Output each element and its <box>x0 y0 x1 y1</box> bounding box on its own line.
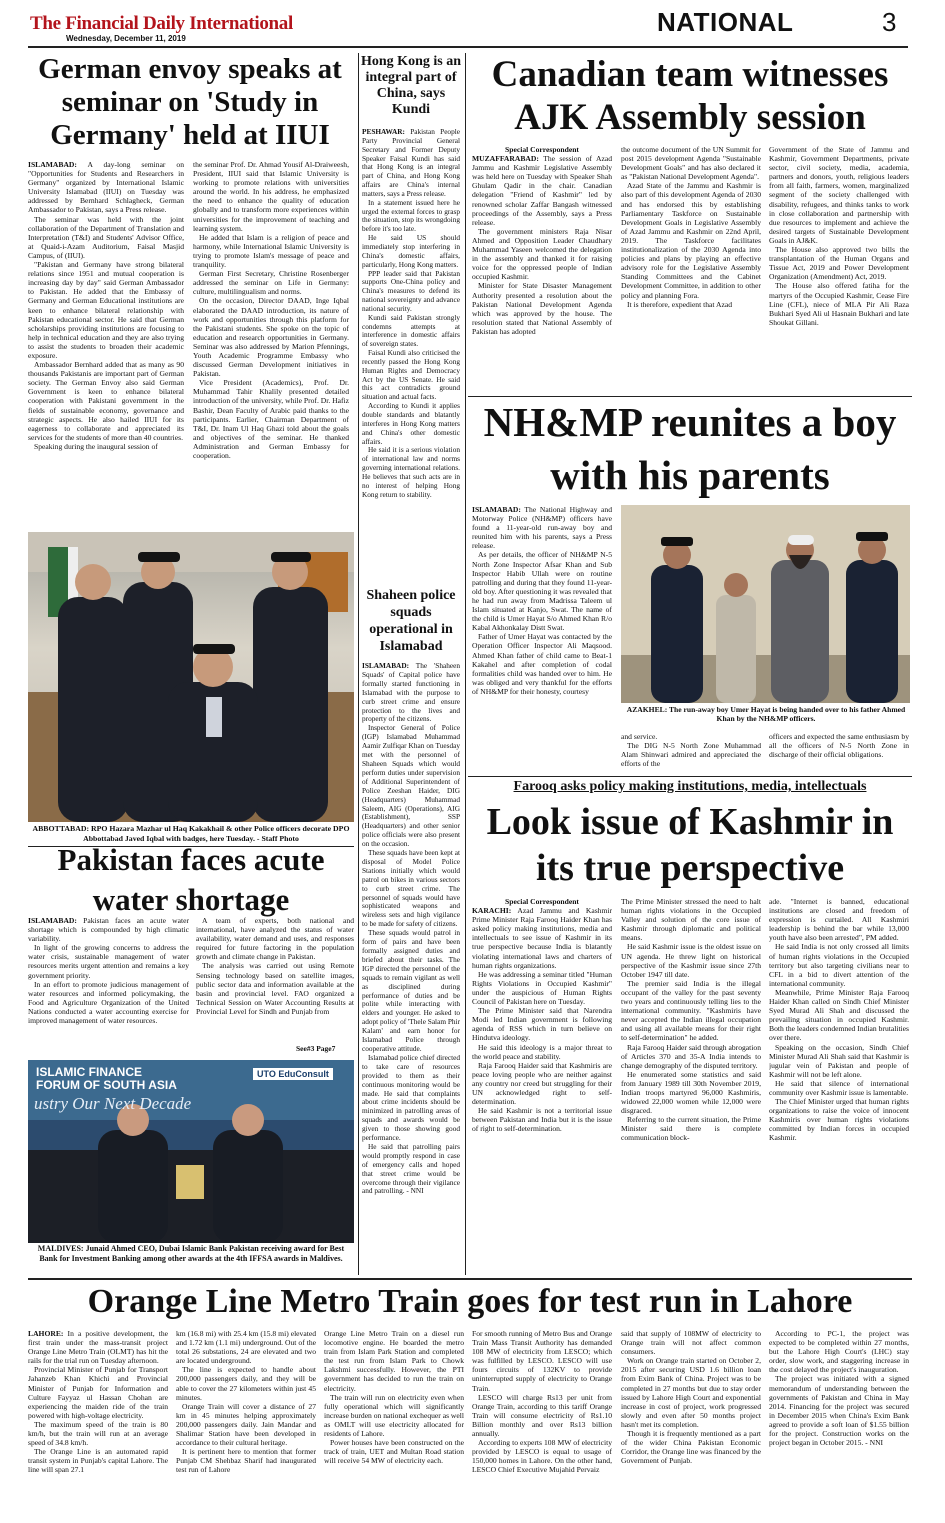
german-article-col2: the seminar Prof. Dr. Ahmad Yousif Al-Draiweesh, President, IIUI said that Islamic University is working to promote relations with universities around the world. In his address, he emphasized the need to enhance the quality of education globally and to transform more experiences within universities for the improvement of teaching and learning system. He added that Islam is a religion of peace and harmony, while International Islamic University is trying to promote Islam's message of peace and tranquility. German First Secretary, Christine Rosenberger addressed the seminar on Life in Germany: culture, multilingualism and norms. On the occasion, Director DAAD, Inge Iqbal elaborated the DAAD introduction, its nature of work and opportunities through this platform for the Pakistani students. She spoke on the topic of education and research opportunities in Germany. Seminar was also addressed by Marion Pfennings, Youth Academic Programme Embassy who discussed German Development initiatives in Pakistan. Vice President (Academics), Prof. Dr. Muhammad Tahir Khalily presented detailed introduction of the university, while Prof. Dr. Hafiz Bashir, Dean Faculty of Arabic paid thanks to the participants. Earlier, Chairman Department of T&I, Dr. Inam Ul Haq Ghazi told about the goals and objectives of the seminar. He thanked Administration and German Embassy for cooperation. <box>193 160 349 460</box>
headline-hong-kong: Hong Kong is an integral part of China, says Kundi <box>361 54 461 117</box>
maldives-banner-sub: ustry Our Next Decade <box>34 1094 192 1113</box>
kashmir-article-col2: The Prime Minister stressed the need to halt human rights violations in the Occupied Valley and solution of the core issue of Kashmir through diplomatic and political means. He said Kashmir issue is the oldest issue on UN agenda. He threw light on historical perspective of the Kashmir issue since 27th October 1947 till date. The premier said India is the illegal occupant of the valley for the past seventy two years and continuously telling lies to the international community. "Kashmiris have never accepted the Indian illegal occupation and using all available means for their right to self-determination" he added. Raja Farooq Haider said through abrogation of Articles 370 and 35-A India intends to change demography of the disputed territory. He enumerated some statistics and said from January 1989 till 30th November 2019, Indian troops martyred 96,000 Kashmiris, widowed 22,000 women while 12,000 were disgraced. Referring to the current situation, the Prime Minister said there is complete communication block- <box>621 897 761 1143</box>
abbottabad-caption: ABBOTTABAD: RPO Hazara Mazhar ul Haq Kakakhail & other Police officers decorate DPO Abbottabad Javed Iqbal with badges, here Tuesday. - Staff Photo <box>32 824 350 843</box>
maldives-award-photo <box>28 1060 354 1243</box>
masthead <box>0 0 945 48</box>
canadian-dateline: MUZAFFARABAD: <box>472 154 539 164</box>
headline-water-shortage: Pakistan faces acute water shortage <box>57 842 325 917</box>
nhmp-article-col1: ISLAMABAD: The National Highway and Motorway Police (NH&MP) officers have found a 11-year-old run-away boy and reunited him with his parents, says a Press release. As per details, the officer of NH&MP N-5 North Zone Inspector Afsar Khan and Sub Inspector Habib Ullah were on routine patrolling and during that they found 11-year-old boy. After questioning it was revealed that he had run away from Madrissa Taleem ul Islam situated at Kanjo, Swat. The name of the child is Umer Hayat S/o Ahmed Khan R/o Kabal Akhonkalay Distt Swat. Father of Umer Hayat was contacted by the Operation Officer Inspector Ali Maqsood. Ahmed Khan father of child came to Beat-1 Kakahel and after completion of codal formalities child was handed over to him. He was obliged and very thankful for the efforts of NH&MP for their honesty, courtesy <box>472 505 612 696</box>
kashmir-article-col1: Special Correspondent KARACHI: Azad Jammu and Kashmir Prime Minister Raja Farooq Haider Khan has asked policy making institutions, media and intellectuals to see issue of Kashmir in its true perspective because India is blatantly violating international laws and charters of human rights organizations. He was addressing a seminar titled "Human Rights Violations in Occupied Kashmir" under the auspicious of Human Rights Council of Pakistan here on Tuesday. The Prime Minister said that Narendra Modi led Indian government is following agenda of RSS which in turn believe on Hindutva ideology. He said this ideology is a major threat to the world peace and stability. Raja Farooq Haider said that Kashmiris are peace loving people who are neither against any country nor creed but struggling for their UN acknowledged right to self-determination. He said Kashmir is not a territorial issue between Pakistan and India but it is the issue of right to self-determination. <box>472 897 612 1134</box>
orange-article-col6: According to PC-1, the project was expected to be completed within 27 months, but the Lahore High Court's (LHC) stay order, slow work, and staggering increase in the cost delayed the project's inauguration. The project was initiated with a signed memorandum of understanding between the governments of Pakistan and China in May 2014. Financing for the project was secured in December 2015 when China's Exim Bank agreed to provide a soft loan of $1.55 billion for the project. Construction works on the project began in October 2015. - NNI <box>769 1329 909 1448</box>
german-article-col1: ISLAMABAD: A day-long seminar on "Opportunities for Students and Researchers in Germany" organized by International Islamic University Islamabad (IIUI) on Tuesday was addressed by Bernhard Schlagheck, German Ambassador to Pakistan, says a Press release. The seminar was held with the joint collaboration of the Department of Translation and Interpretation (T&I) and Students' Advisor Office, at Quaid-i-Azam Auditorium, Faisal Masjid Campus, of (IIUI). "Pakistan and Germany have strong bilateral relations since 1951 and mutual cooperation is increasing day by day" said German Ambassador to Pakistan. He added that the Embassy of Germany and German Educational institutions are keen to enhance bilateral relationship with Pakistan educational sector. He said that German scholarships providing institutions are focusing to help in technical education and they are also trying to assist the students to broaden their academic exposure. Ambassador Bernhard added that as many as 90 thousands Pakistanis are important part of German society. The German Envoy also said German Government is keen to enhance bilateral cooperation with Pakistani government in the fields of sustainable economy, governance and strategic aspects. He also hailed IIUI for its eagerness to collaborate and appreciated its services for the students of more than 40 countries. Speaking during the inaugural session of <box>28 160 184 451</box>
hongkong-article: PESHAWAR: Pakistan People Party Provincial General Secretary and Former Deputy Speaker Faisal Kundi has said that Hong Kong is an integral part of China, and Hong Kong affairs are China's internal matters, says a Press release. In a statement issued here he urged the external forces to grasp the situation, stop its wrongdoing before it's too late. He said US should immediately stop interfering in China's domestic affairs, particularly, Hong Kong matters. PPP leader said that Pakistan supports One-China policy and China's measures to defend its national sovereignty and advance national security. Kundi said Pakistan strongly condemns attempts at interference in domestic affairs of sovereign states. Faisal Kundi also criticised the recently passed the Hong Kong Human Rights and Democracy Act by the US Senate. He said this act contradicts ground situation and actual facts. According to Kundi it applies double standards and blatantly interferes in Hong Kong matters and China's other domestic affairs. He said it is a serious violation of international law and norms governing international relations. He believes that such acts are in no interest of helping Hong Kong return to stability. <box>362 128 460 499</box>
orange-dateline: LAHORE: <box>28 1329 64 1338</box>
maldives-banner-brand: UTO EduConsult <box>253 1068 333 1080</box>
masthead-rule <box>28 46 908 48</box>
headline-german-envoy: German envoy speaks at seminar on 'Study in Germany' held at IIUI <box>38 53 342 151</box>
water-continued-link[interactable]: See#3 Page7 <box>296 1044 336 1053</box>
maldives-caption: MALDIVES: Junaid Ahmed CEO, Dubai Islamic Bank Pakistan receiving award for Best Bank for Investment Banking among other awards at the 4th IFFSA awards in Maldives. <box>37 1244 345 1263</box>
canadian-article-col1: Special Correspondent MUZAFFARABAD: The session of Azad Jammu and Kashmir Legislative Assembly was held here on Tuesday with Speaker Shah Ghulam Qadir in the chair. Canadian delegation "Friend of Kashmir" led by renowned scholar Zaffar Bangash witnessed proceedings of the Assembly, says a Press release. The government ministers Raja Nisar Ahmed and Opposition Leader Chaudhary Muhammad Yaseen welcomed the delegation in the assembly and thanked it for raising voice for the oppressed people of Indian occupied Kashmir. Minister for State Disaster Management Authority presented a resolution about the Pakistan National Development Agenda which was approved by the house. The resolution stated that National Assembly of Pakistan has adopted <box>472 145 612 336</box>
paper-name: The Financial Daily International <box>30 13 293 34</box>
headline-orange-line: Orange Line Metro Train goes for test run in Lahore <box>87 1283 853 1320</box>
nhmp-photo-art <box>621 505 910 703</box>
orange-article-col2: km (16.8 mi) with 25.4 km (15.8 mi) elevated and 1.72 km (1.1 mi) underground. Out of the total 26 substations, 24 are elevated and two are located underground. The line is expected to handle about 200,000 passengers daily, and they will be able to cover the 27 kilometers within just 45 minutes. Orange Train will cover a distance of 27 km in 45 minutes helping approximately 200,000 passengers daily. Jain Mandar and Shalimar Station have been developed in accordance to their cultural heritage. It is pertinent here to mention that former Punjab CM Shehbaz Sharif had inaugurated test run of Lahore <box>176 1329 316 1475</box>
headline-nhmp-reunites: NH&MP reunites a boy with his parents <box>483 399 897 498</box>
rule-left-col <box>358 53 359 1275</box>
orange-article-col4: For smooth running of Metro Bus and Orange Train Mass Transit Authority has demanded 108 MW of electricity from LESCO; which was fulfilled by LESCO. LESCO will use fours circuits of 132KV to provide uninterrupted supply of electricity to Orange Train. LESCO will charge Rs13 per unit from Orange Train, according to this tariff Orange Train will consume electricity of Rs1.10 Billion monthly and over Rs13 billion annually. According to experts 108 MW of electricity provided by LESCO is equal to usage of 150,000 homes in Lahore. On the other hand, LESCO Chief Executive Mujahid Pervaiz <box>472 1329 612 1475</box>
rule-mid-col <box>465 53 466 1275</box>
orange-article-col5: said that supply of 108MW of electricity to Orange train will not affect common consumers. Work on Orange train started on October 2, 2015 after securing USD 1.6 billion loan from Exim Bank of China. Project was to be completed in 27 months but due to stay order issued by Lahore High Court and exponential increase in cost of project, work progressed slowly and even after 50 months project hasn't met its completion. Though it is frequently mentioned as a part of the wider China Pakistan Economic Corridor, the Orange line was financed by the Government of Punjab. <box>621 1329 761 1466</box>
german-dateline: ISLAMABAD: <box>28 160 77 169</box>
nhmp-article-col3: officers and expected the same enthusiasm by all the officers of N-5 North Zone in discharge of their official obligations. <box>769 732 909 760</box>
headline-shaheen-squads: Shaheen police squads operational in Islamabad <box>366 588 456 654</box>
kashmir-dateline: KARACHI: <box>472 906 512 916</box>
water-article-col2: A team of experts, both national and international, have analyzed the status of water availability, water demand and uses, and responses required for future factoring in the population growth and climate change in Pakistan. The analysis was carried out using Remote Sensing technology based on satellite images, public sector data and information available at the basin and provincial level. FAO organized a Technical Session on Water Accounting Results at Provincial Level for Sindh and Punjab from <box>196 916 354 1016</box>
orange-article-col3: Orange Line Metro Train on a diesel run locomotive engine. He boarded the metro train from Islam Park Station and completed the test run from Islam Park to Chowk Lakshmi successfully. However, the PTI government has decided to run the train on electricity. The train will run on electricity even when fully operational which will significantly increase burden on national exchequer as well as OMLT will use electricity allocated for residents of Lahore. Power houses have been constructed on the track of train, UET and Multan Road station will receive 54 MW of electricity each. <box>324 1329 464 1466</box>
canadian-article-col3: Government of the State of Jammu and Kashmir, Government Departments, private sector, civil society, media, academia, partners and donors, youth, religious leaders from all faith, farmers, women, marginalized segment of the society challenged with disability, refugees, and thinks tanks to work in close collaboration and partnership with due resources to implement and achieve the desired targets of Sustainable Development Goals in AJ&K. The House also approved two bills the transplantation of the Human Organs and Tissue Act, 2019 and Power Development Organization (Amendment) Act, 2019. The House also offered fatiha for the martyrs of the Occupied Kashmir, Cease Fire Line (CFL), niece of MLA Pir Ali Raza Bukhari Syed Ali ul Hasnain Bukhari and late Shoukat Gillani. <box>769 145 909 327</box>
shaheen-article: ISLAMABAD: The 'Shaheen Squads' of Capital police have formally started functioning in Islamabad with the purpose to curb street crime and ensure protection to the lives and property of the citizens. Inspector General of Police (IGP) Islamabad Muhammad Aamir Zulfiqar Khan on Tuesday met with the personnel of Shaheen Squads which would perform duties under supervision of Additional Superintendent of Police Zeeshan Haider, DIG (Headquarters) Muhammad Saleem, AIG (Operations), AIG (Establishment), SSP (Headquarters) and other senior police officials were also present on the occasion. These squads have been kept at disposal of Model Police Stations initially which would patrol on bikes in various sectors to curb street crime. The personnel of squads would have sophisticated weapons and wireless sets and high vigilance to be made for safety of citizens. These squads would patrol in form of pairs and have been formally assigned duties and briefed about their tasks. The IGP directed the personnel of the squads to remain vigilant as well as disciplined during performance of duties and be polite while interacting with elders and younger. He asked to adopt policy of 'Thele Salam Phir Kalam' and earn honor for Islamabad Police through cooperative attitude. Islamabad police chief directed to take care of resources provided to them as their continuous monitoring would be made. He said that complaints about crime incidents should be minimized in patrolling areas of squads and awards would be given to those showing good performance. He said that patrolling pairs would promptly respond in case of emergency calls and hoped that street crime would be overcome through their vigilance and patrolling. - NNI <box>362 662 460 1196</box>
water-article-col1: ISLAMABAD: Pakistan faces an acute water shortage which is compounded by high climatic variability. In light of the growing concerns to address the water crisis, sustainable management of water resources merits urgent attention and remains a key government priority. In an effort to promote judicious management of water resources and informed policymaking, the Food and Agriculture Organization of the United Nations conducted a water accounting exercise for improved management of water resources. <box>28 916 189 1026</box>
rule-nhmp-bottom <box>468 776 912 777</box>
kashmir-kicker: Farooq asks policy making institutions, media, intellectuals <box>513 779 867 794</box>
nhmp-reunion-photo <box>621 505 910 703</box>
abbottabad-police-photo <box>28 532 354 822</box>
shaheen-dateline: ISLAMABAD: <box>362 662 410 670</box>
water-dateline: ISLAMABAD: <box>28 916 77 925</box>
canadian-article-col2: the outcome document of the UN Summit for post 2015 development Agenda "Sustainable Development Goals" and has also declared it as "Pakistan National Development Agenda". Azad State of the Jammu and Kashmir is also part of this development Agenda of 2030 and has endorsed this by establishing Parliamentary Taskforce on Sustainable Development Goals in Legislative Assembly of Azad Jammu and Kashmir on 22nd April, 2019. The Taskforce facilitates institutionalization of the 2030 Agenda into policies and plans by playing an effective advisory role for the Legislative Assembly Standing Committees and the Cabinet Development Committee, in addition to other policy and planning Fora. It is therefore, expedient that Azad <box>621 145 761 309</box>
orange-article-col1: LAHORE: In a positive development, the first train under the mass-transit project Orange Line Metro Train (OLMT) has hit the rails for the trial run on Tuesday afternoon. Provincial Minister of Punjab for Transport Jahanzeb Khan Khichi and Provincial Minister of Punjab for Information and Culture Fayyaz ul Hassan Chohan are experiencing the maiden ride of the train powered with high-voltage electricity. The maximum speed of the train is 80 km/h, but the train will run at an average speed of 34.8 km/h. The Orange Line is an automated rapid transit system in Punjab's capital Lahore. The line will span 27.1 <box>28 1329 168 1475</box>
page-number: 3 <box>882 7 897 37</box>
section-title: NATIONAL <box>657 7 794 37</box>
kashmir-article-col3: ade. "Internet is banned, educational institutions are closed and freedom of expression is curtailed. All Kashmiri leadership is behind the bar while 13,000 youth have also been arrested", PM added. He said India is not only crossed all limits of human rights violations in the Occupied territory but also targeting civilians near to CFL in a bid to divert attention of the international community. Meanwhile, Prime Minister Raja Farooq Haider Khan called on Sindh Chief Minister Syed Murad Ali Shah and discussed the prevailing situation in occupied Kashmir. Both the leaders condemned Indian brutalities over there. Speaking on the occasion, Sindh Chief Minister Murad Ali Shah said that Kashmir is jugular vein of Pakistan and people of Kashmir will not be left alone. He said that silence of international community over Kashmir issue is lamentable. The Chief Minister urged that human rights organizations to raise the voice of innocent Kashmiris over human rights violations committed by Indian forces in occupied Kashmir. <box>769 897 909 1143</box>
canadian-byline: Special Correspondent <box>505 145 579 154</box>
nhmp-article-col2: and service. The DIG N-5 North Zone Muhammad Alam Shinwari admired and appreciated the efforts of the <box>621 732 761 769</box>
nhmp-caption: AZAKHEL: The run-away boy Umer Hayat is being handed over to his father Ahmed Khan by the NH&MP officers. <box>626 705 906 723</box>
kashmir-byline: Special Correspondent <box>505 897 579 906</box>
hongkong-dateline: PESHAWAR: <box>362 128 405 136</box>
nhmp-dateline: ISLAMABAD: <box>472 505 521 514</box>
abbottabad-photo-art <box>28 532 354 822</box>
issue-date: Wednesday, December 11, 2019 <box>66 34 186 43</box>
headline-canadian-team: Canadian team witnesses AJK Assembly session <box>491 54 889 138</box>
headline-kashmir-perspective: Look issue of Kashmir in its true perspective <box>486 801 894 889</box>
maldives-banner-text: ISLAMIC FINANCE FORUM OF SOUTH ASIA <box>36 1065 177 1092</box>
